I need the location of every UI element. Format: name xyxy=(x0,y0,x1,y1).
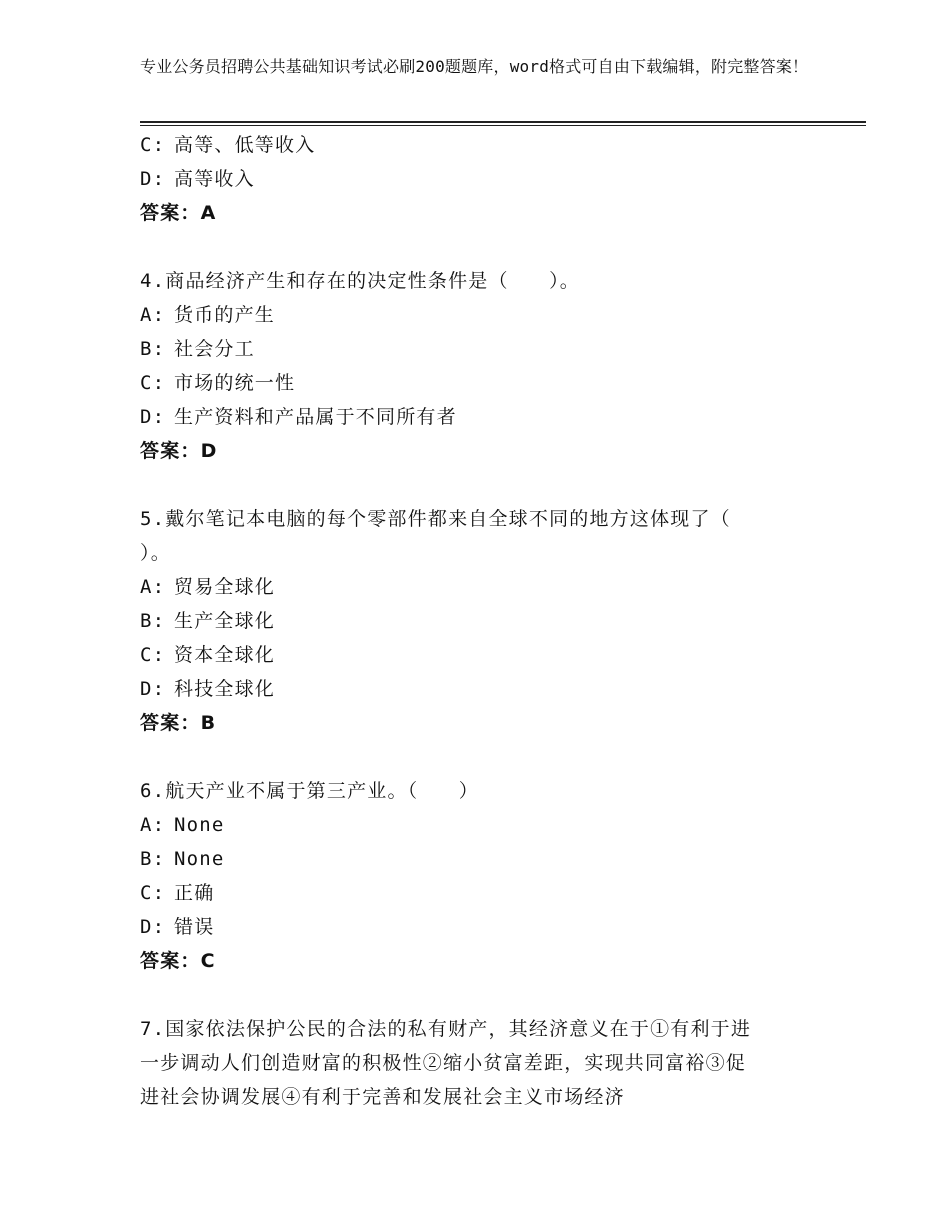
option-a: A: 贸易全球化 xyxy=(140,576,276,598)
option-c: C: 资本全球化 xyxy=(140,644,276,666)
answer-label: 答案：C xyxy=(140,950,216,972)
option-d: D: 科技全球化 xyxy=(140,678,276,700)
option-a: A: None xyxy=(140,814,225,836)
option-b: B: None xyxy=(140,848,225,870)
question-4 xyxy=(140,264,840,468)
option-d: D: 生产资料和产品属于不同所有者 xyxy=(140,406,457,428)
question-stem: 6.航天产业不属于第三产业。（ ） xyxy=(140,780,479,802)
header-rule-thin xyxy=(140,125,866,126)
option-d: D: 高等收入 xyxy=(140,168,255,190)
spacer xyxy=(140,230,840,264)
question-stem-line-1: 5.戴尔笔记本电脑的每个零部件都来自全球不同的地方这体现了（ xyxy=(140,508,731,530)
option-c: C: 正确 xyxy=(140,882,215,904)
option-b: B: 社会分工 xyxy=(140,338,255,360)
answer-label: 答案：B xyxy=(140,712,217,734)
spacer xyxy=(140,740,840,774)
question-3 xyxy=(140,128,840,230)
question-content xyxy=(140,128,840,1114)
spacer xyxy=(140,978,840,1012)
question-stem-line-2: 一步调动人们创造财富的积极性②缩小贫富差距，实现共同富裕③促 xyxy=(140,1052,747,1074)
option-c: C: 市场的统一性 xyxy=(140,372,296,394)
question-stem-line-2: ）。 xyxy=(140,542,171,564)
question-7 xyxy=(140,1012,840,1114)
header-rule-thick xyxy=(140,121,866,123)
answer-label: 答案：D xyxy=(140,440,218,462)
document-header: 专业公务员招聘公共基础知识考试必刷200题题库，word格式可自由下载编辑，附完整答案！ xyxy=(140,57,809,76)
question-stem-line-1: 7.国家依法保护公民的合法的私有财产，其经济意义在于①有利于进 xyxy=(140,1018,752,1040)
answer-label: 答案：A xyxy=(140,202,217,224)
option-d: D: 错误 xyxy=(140,916,215,938)
option-a: A: 货币的产生 xyxy=(140,304,276,326)
option-b: B: 生产全球化 xyxy=(140,610,276,632)
question-stem-line-3: 进社会协调发展④有利于完善和发展社会主义市场经济 xyxy=(140,1086,625,1108)
question-5 xyxy=(140,502,840,740)
question-stem: 4.商品经济产生和存在的决定性条件是（ ）。 xyxy=(140,270,580,292)
spacer xyxy=(140,468,840,502)
question-6 xyxy=(140,774,840,978)
option-c: C: 高等、低等收入 xyxy=(140,134,316,156)
